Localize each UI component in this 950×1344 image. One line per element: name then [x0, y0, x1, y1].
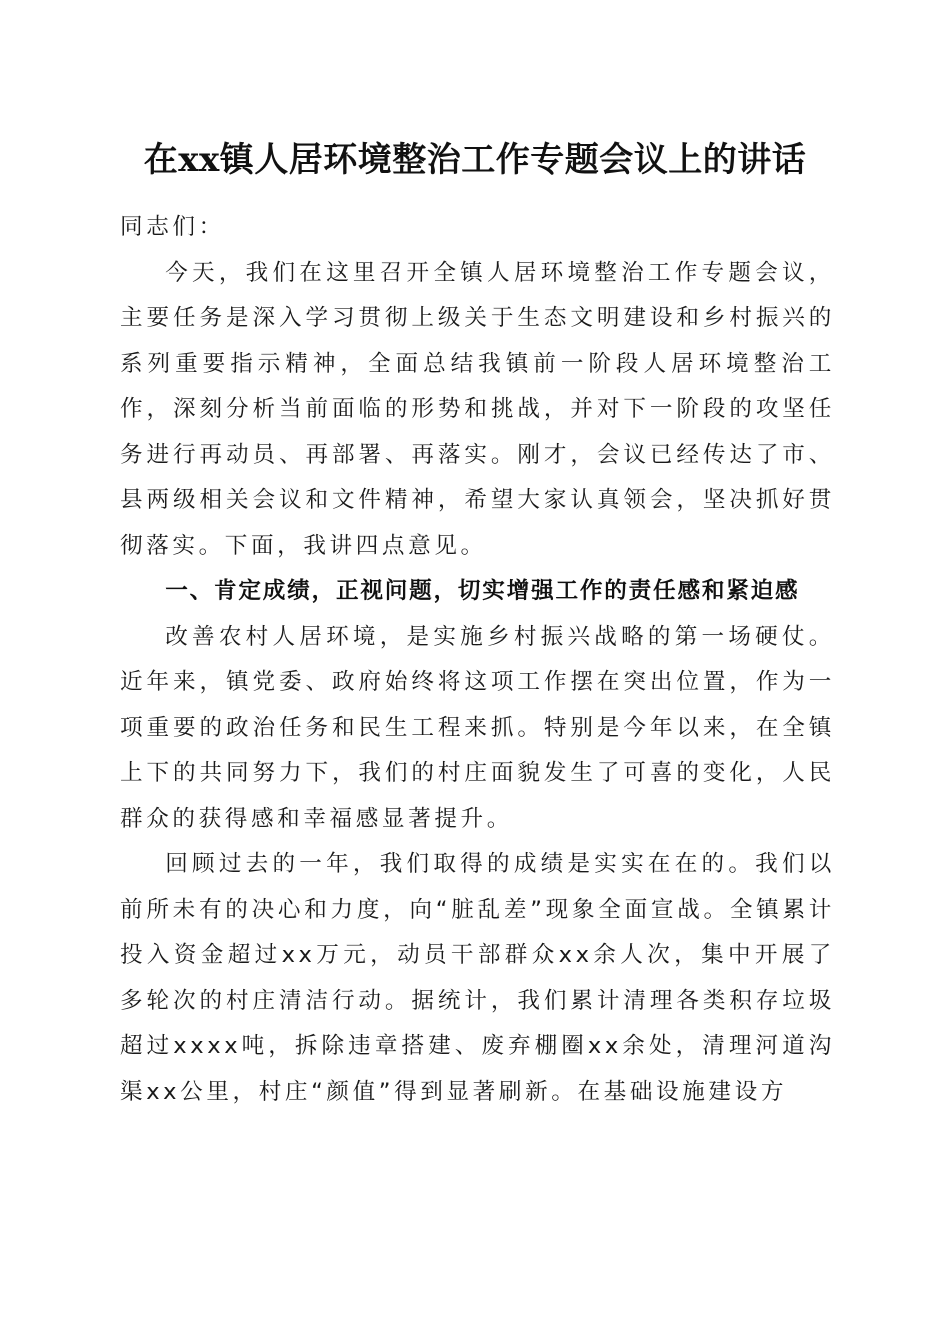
body-paragraph: 回顾过去的一年，我们取得的成绩是实实在在的。我们以前所未有的决心和力度，向“脏乱差”现象全面宣战。全镇累计投入资金超过xx万元，动员干部群众xx余人次，集中开展了多轮次的村庄清洁行动。据统计，我们累计清理各类积存垃圾超过xxxx吨，拆除违章搭建、废弃棚圈xx余处，清理河道沟渠xx公里，村庄“颜值”得到显著刷新。在基础设施建设方	[120, 851, 835, 1105]
document-body	[120, 205, 835, 1115]
body-paragraph: 改善农村人居环境，是实施乡村振兴战略的第一场硬仗。近年来，镇党委、政府始终将这项工作摆在突出位置，作为一项重要的政治任务和民生工程来抓。特别是今年以来，在全镇上下的共同努力下，我们的村庄面貌发生了可喜的变化，人民群众的获得感和幸福感显著提升。	[120, 623, 835, 832]
document-title: 在xx镇人居环境整治工作专题会议上的讲话	[143, 140, 807, 180]
salutation: 同志们：	[120, 214, 225, 240]
section-heading: 一、肯定成绩，正视问题，切实增强工作的责任感和紧迫感	[165, 578, 800, 604]
body-paragraph: 今天，我们在这里召开全镇人居环境整治工作专题会议，主要任务是深入学习贯彻上级关于生态文明建设和乡村振兴的系列重要指示精神，全面总结我镇前一阶段人居环境整治工作，深刻分析当前面临的形势和挑战，并对下一阶段的攻坚任务进行再动员、再部署、再落实。刚才，会议已经传达了市、县两级相关会议和文件精神，希望大家认真领会，坚决抓好贯彻落实。下面，我讲四点意见。	[120, 259, 835, 559]
